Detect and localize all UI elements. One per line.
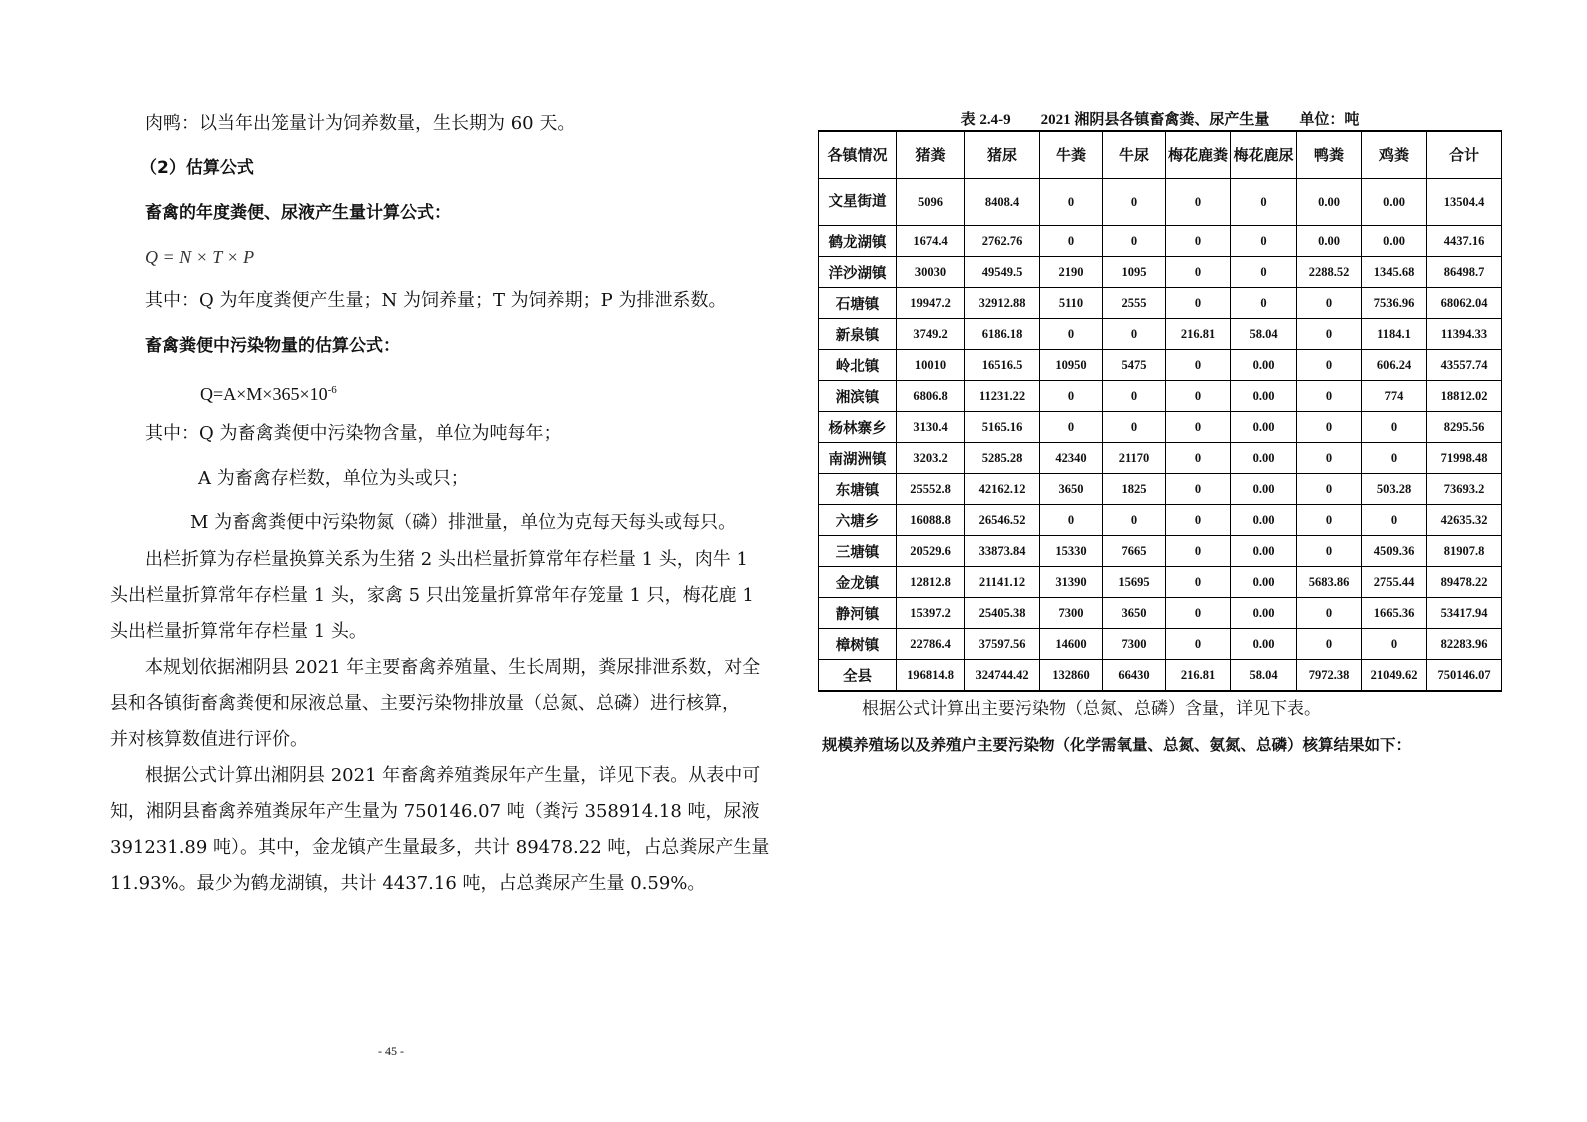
- paragraph-duck: 肉鸭：以当年出笼量计为饲养数量，生长期为 60 天。: [145, 113, 576, 134]
- table-title: 表 2.4-9 2021 湘阴县各镇畜禽粪、尿产生量 单位：吨: [960, 112, 1360, 128]
- value-cell: 13504.4: [1427, 179, 1502, 226]
- table-row: [819, 381, 1502, 412]
- value-cell: 5165.16: [965, 412, 1040, 443]
- value-cell: 2762.76: [965, 226, 1040, 257]
- paragraph-result-l3: 391231.89 吨）。其中，金龙镇产生量最多，共计 89478.22 吨，占总粪尿产生量: [110, 837, 770, 858]
- value-cell: 0.00: [1231, 412, 1297, 443]
- paragraph-plan-l1: 本规划依据湘阴县 2021 年主要畜禽养殖量、生长周期，粪尿排泄系数，对全: [145, 657, 761, 678]
- value-cell: 0: [1231, 179, 1297, 226]
- value-cell: 0: [1362, 443, 1427, 474]
- value-cell: 0: [1297, 350, 1362, 381]
- value-cell: 0: [1166, 179, 1231, 226]
- value-cell: 0: [1040, 381, 1103, 412]
- value-cell: 11231.22: [965, 381, 1040, 412]
- section-heading-formulas: （2）估算公式: [140, 158, 254, 178]
- value-cell: 0.00: [1297, 179, 1362, 226]
- value-cell: 66430: [1103, 660, 1166, 692]
- value-cell: 42340: [1040, 443, 1103, 474]
- value-cell: 3203.2: [897, 443, 965, 474]
- value-cell: 0: [1166, 536, 1231, 567]
- value-cell: 2555: [1103, 288, 1166, 319]
- table-row: [819, 412, 1502, 443]
- paragraph-result-l1: 根据公式计算出湘阴县 2021 年畜禽养殖粪尿年产生量，详见下表。从表中可: [145, 765, 761, 786]
- value-cell: 503.28: [1362, 474, 1427, 505]
- value-cell: 58.04: [1231, 660, 1297, 692]
- value-cell: 5475: [1103, 350, 1166, 381]
- paragraph-q-def: 其中：Q 为畜禽粪便中污染物含量，单位为吨每年；: [145, 423, 562, 444]
- formula-pollutant-exponent: -6: [327, 384, 337, 396]
- town-name-cell: 鹤龙湖镇: [819, 226, 897, 257]
- town-name-cell: 石塘镇: [819, 288, 897, 319]
- value-cell: 0: [1231, 288, 1297, 319]
- town-name-cell: 洋沙湖镇: [819, 257, 897, 288]
- value-cell: 0.00: [1297, 226, 1362, 257]
- value-cell: 606.24: [1362, 350, 1427, 381]
- value-cell: 0: [1103, 412, 1166, 443]
- value-cell: 20529.6: [897, 536, 965, 567]
- value-cell: 4509.36: [1362, 536, 1427, 567]
- value-cell: 8295.56: [1427, 412, 1502, 443]
- value-cell: 1665.36: [1362, 598, 1427, 629]
- value-cell: 0.00: [1362, 226, 1427, 257]
- town-name-cell: 三塘镇: [819, 536, 897, 567]
- value-cell: 19947.2: [897, 288, 965, 319]
- town-name-cell: 湘滨镇: [819, 381, 897, 412]
- value-cell: 132860: [1040, 660, 1103, 692]
- value-cell: 5683.86: [1297, 567, 1362, 598]
- value-cell: 0: [1297, 598, 1362, 629]
- value-cell: 18812.02: [1427, 381, 1502, 412]
- table-row: [819, 319, 1502, 350]
- table-row: [819, 567, 1502, 598]
- value-cell: 21049.62: [1362, 660, 1427, 692]
- header-cell: 牛粪: [1040, 131, 1103, 179]
- value-cell: 0: [1040, 412, 1103, 443]
- value-cell: 14600: [1040, 629, 1103, 660]
- value-cell: 196814.8: [897, 660, 965, 692]
- header-cell: 牛尿: [1103, 131, 1166, 179]
- formula-annual-output: Q = N × T × P: [145, 247, 255, 267]
- value-cell: 0.00: [1231, 474, 1297, 505]
- value-cell: 2755.44: [1362, 567, 1427, 598]
- paragraph-annual-vars: 其中：Q 为年度粪便产生量；N 为饲养量；T 为饲养期；P 为排泄系数。: [145, 290, 727, 311]
- value-cell: 0.00: [1231, 381, 1297, 412]
- value-cell: 0: [1231, 257, 1297, 288]
- value-cell: 5096: [897, 179, 965, 226]
- value-cell: 58.04: [1231, 319, 1297, 350]
- value-cell: 0.00: [1231, 443, 1297, 474]
- value-cell: 7972.38: [1297, 660, 1362, 692]
- value-cell: 89478.22: [1427, 567, 1502, 598]
- table-row: [819, 443, 1502, 474]
- value-cell: 7300: [1103, 629, 1166, 660]
- manure-output-table: [818, 130, 1502, 692]
- value-cell: 7536.96: [1362, 288, 1427, 319]
- town-name-cell: 新泉镇: [819, 319, 897, 350]
- value-cell: 0: [1103, 381, 1166, 412]
- value-cell: 7300: [1040, 598, 1103, 629]
- value-cell: 10010: [897, 350, 965, 381]
- value-cell: 0: [1166, 226, 1231, 257]
- value-cell: 0: [1040, 319, 1103, 350]
- value-cell: 0.00: [1231, 350, 1297, 381]
- value-cell: 324744.42: [965, 660, 1040, 692]
- value-cell: 0: [1103, 505, 1166, 536]
- value-cell: 0: [1166, 412, 1231, 443]
- value-cell: 0: [1362, 629, 1427, 660]
- value-cell: 0: [1297, 412, 1362, 443]
- value-cell: 0: [1297, 474, 1362, 505]
- value-cell: 750146.07: [1427, 660, 1502, 692]
- value-cell: 774: [1362, 381, 1427, 412]
- value-cell: 5110: [1040, 288, 1103, 319]
- table-row: [819, 629, 1502, 660]
- header-cell: 鸡粪: [1362, 131, 1427, 179]
- value-cell: 32912.88: [965, 288, 1040, 319]
- value-cell: 0: [1103, 319, 1166, 350]
- town-name-cell: 南湖洲镇: [819, 443, 897, 474]
- value-cell: 0: [1166, 567, 1231, 598]
- value-cell: 15695: [1103, 567, 1166, 598]
- value-cell: 6186.18: [965, 319, 1040, 350]
- value-cell: 3749.2: [897, 319, 965, 350]
- value-cell: 7665: [1103, 536, 1166, 567]
- paragraph-plan-l2: 县和各镇街畜禽粪便和尿液总量、主要污染物排放量（总氮、总磷）进行核算，: [110, 693, 740, 714]
- table-row: [819, 350, 1502, 381]
- table-row: [819, 598, 1502, 629]
- value-cell: 0: [1231, 226, 1297, 257]
- value-cell: 0: [1297, 319, 1362, 350]
- paragraph-result-l2: 知，湘阴县畜禽养殖粪尿年产生量为 750146.07 吨（粪污 358914.18 吨，尿液: [110, 801, 760, 822]
- town-name-cell: 杨林寨乡: [819, 412, 897, 443]
- value-cell: 37597.56: [965, 629, 1040, 660]
- header-cell: 鸭粪: [1297, 131, 1362, 179]
- value-cell: 0: [1166, 629, 1231, 660]
- value-cell: 43557.74: [1427, 350, 1502, 381]
- value-cell: 0: [1040, 179, 1103, 226]
- value-cell: 33873.84: [965, 536, 1040, 567]
- paragraph-m-def: M 为畜禽粪便中污染物氮（磷）排泄量，单位为克每天每头或每只。: [190, 512, 737, 533]
- value-cell: 21170: [1103, 443, 1166, 474]
- town-name-cell: 静河镇: [819, 598, 897, 629]
- value-cell: 0: [1040, 505, 1103, 536]
- value-cell: 0: [1362, 412, 1427, 443]
- value-cell: 1345.68: [1362, 257, 1427, 288]
- value-cell: 1825: [1103, 474, 1166, 505]
- value-cell: 0.00: [1362, 179, 1427, 226]
- header-cell: 梅花鹿粪: [1166, 131, 1231, 179]
- value-cell: 11394.33: [1427, 319, 1502, 350]
- value-cell: 0: [1166, 381, 1231, 412]
- paragraph-conversion-l2: 头出栏量折算常年存栏量 1 头，家禽 5 只出笼量折算常年存笼量 1 只，梅花鹿 1: [110, 585, 754, 606]
- value-cell: 25552.8: [897, 474, 965, 505]
- value-cell: 25405.38: [965, 598, 1040, 629]
- value-cell: 4437.16: [1427, 226, 1502, 257]
- value-cell: 0: [1103, 226, 1166, 257]
- header-cell: 各镇情况: [819, 131, 897, 179]
- table-row: [819, 536, 1502, 567]
- table-body: [819, 179, 1502, 692]
- value-cell: 30030: [897, 257, 965, 288]
- paragraph-conversion-l1: 出栏折算为存栏量换算关系为生猪 2 头出栏量折算常年存栏量 1 头，肉牛 1: [145, 549, 748, 570]
- table-row: [819, 474, 1502, 505]
- header-cell: 合计: [1427, 131, 1502, 179]
- header-cell: 猪尿: [965, 131, 1040, 179]
- table-row: [819, 505, 1502, 536]
- paragraph-plan-l3: 并对核算数值进行评价。: [110, 729, 308, 750]
- table-header-row: [819, 131, 1502, 179]
- header-cell: 梅花鹿尿: [1231, 131, 1297, 179]
- town-name-cell: 岭北镇: [819, 350, 897, 381]
- value-cell: 71998.48: [1427, 443, 1502, 474]
- town-name-cell: 东塘镇: [819, 474, 897, 505]
- value-cell: 0.00: [1231, 536, 1297, 567]
- value-cell: 0: [1297, 381, 1362, 412]
- formula-pollutant-main: Q=A×M×365×10: [200, 384, 328, 404]
- town-name-cell: 金龙镇: [819, 567, 897, 598]
- value-cell: 0: [1166, 598, 1231, 629]
- value-cell: 0: [1166, 505, 1231, 536]
- value-cell: 216.81: [1166, 319, 1231, 350]
- heading-annual-formula: 畜禽的年度粪便、尿液产生量计算公式：: [145, 203, 451, 223]
- value-cell: 0: [1297, 629, 1362, 660]
- formula-pollutant: [200, 378, 337, 406]
- value-cell: 0: [1103, 179, 1166, 226]
- value-cell: 3650: [1103, 598, 1166, 629]
- value-cell: 2190: [1040, 257, 1103, 288]
- value-cell: 21141.12: [965, 567, 1040, 598]
- value-cell: 0: [1166, 443, 1231, 474]
- table-row: [819, 226, 1502, 257]
- results-heading: 规模养殖场以及养殖户主要污染物（化学需氧量、总氮、氨氮、总磷）核算结果如下：: [822, 736, 1412, 754]
- paragraph-result-l4: 11.93%。最少为鹤龙湖镇，共计 4437.16 吨，占总粪尿产生量 0.59%。: [110, 873, 706, 894]
- value-cell: 0: [1297, 443, 1362, 474]
- value-cell: 1184.1: [1362, 319, 1427, 350]
- value-cell: 3650: [1040, 474, 1103, 505]
- heading-pollutant-formula: 畜禽粪便中污染物量的估算公式：: [145, 336, 400, 356]
- table-row: [819, 660, 1502, 692]
- value-cell: 8408.4: [965, 179, 1040, 226]
- value-cell: 0: [1166, 288, 1231, 319]
- value-cell: 1095: [1103, 257, 1166, 288]
- value-cell: 42635.32: [1427, 505, 1502, 536]
- value-cell: 26546.52: [965, 505, 1040, 536]
- value-cell: 0.00: [1231, 598, 1297, 629]
- town-name-cell: 文星街道: [819, 179, 897, 226]
- table-note: 根据公式计算出主要污染物（总氮、总磷）含量，详见下表。: [862, 699, 1321, 719]
- town-name-cell: 樟树镇: [819, 629, 897, 660]
- value-cell: 12812.8: [897, 567, 965, 598]
- town-name-cell: 六塘乡: [819, 505, 897, 536]
- value-cell: 86498.7: [1427, 257, 1502, 288]
- value-cell: 16516.5: [965, 350, 1040, 381]
- value-cell: 0: [1297, 288, 1362, 319]
- paragraph-conversion-l3: 头出栏量折算常年存栏量 1 头。: [110, 621, 367, 642]
- value-cell: 6806.8: [897, 381, 965, 412]
- value-cell: 10950: [1040, 350, 1103, 381]
- paragraph-a-def: A 为畜禽存栏数，单位为头或只；: [198, 468, 469, 489]
- value-cell: 2288.52: [1297, 257, 1362, 288]
- value-cell: 82283.96: [1427, 629, 1502, 660]
- value-cell: 0: [1362, 505, 1427, 536]
- value-cell: 0.00: [1231, 505, 1297, 536]
- value-cell: 1674.4: [897, 226, 965, 257]
- value-cell: 42162.12: [965, 474, 1040, 505]
- value-cell: 216.81: [1166, 660, 1231, 692]
- value-cell: 0: [1297, 536, 1362, 567]
- value-cell: 0: [1166, 257, 1231, 288]
- table-row: [819, 288, 1502, 319]
- value-cell: 3130.4: [897, 412, 965, 443]
- value-cell: 0.00: [1231, 629, 1297, 660]
- value-cell: 0: [1040, 226, 1103, 257]
- value-cell: 68062.04: [1427, 288, 1502, 319]
- value-cell: 0: [1166, 474, 1231, 505]
- value-cell: 0.00: [1231, 567, 1297, 598]
- value-cell: 0: [1166, 350, 1231, 381]
- value-cell: 15397.2: [897, 598, 965, 629]
- value-cell: 31390: [1040, 567, 1103, 598]
- town-name-cell: 全县: [819, 660, 897, 692]
- page-number: - 45 -: [378, 1044, 404, 1058]
- value-cell: 5285.28: [965, 443, 1040, 474]
- value-cell: 53417.94: [1427, 598, 1502, 629]
- value-cell: 0: [1297, 505, 1362, 536]
- value-cell: 15330: [1040, 536, 1103, 567]
- value-cell: 81907.8: [1427, 536, 1502, 567]
- table-row: [819, 179, 1502, 226]
- value-cell: 16088.8: [897, 505, 965, 536]
- value-cell: 49549.5: [965, 257, 1040, 288]
- value-cell: 73693.2: [1427, 474, 1502, 505]
- table-row: [819, 257, 1502, 288]
- header-cell: 猪粪: [897, 131, 965, 179]
- value-cell: 22786.4: [897, 629, 965, 660]
